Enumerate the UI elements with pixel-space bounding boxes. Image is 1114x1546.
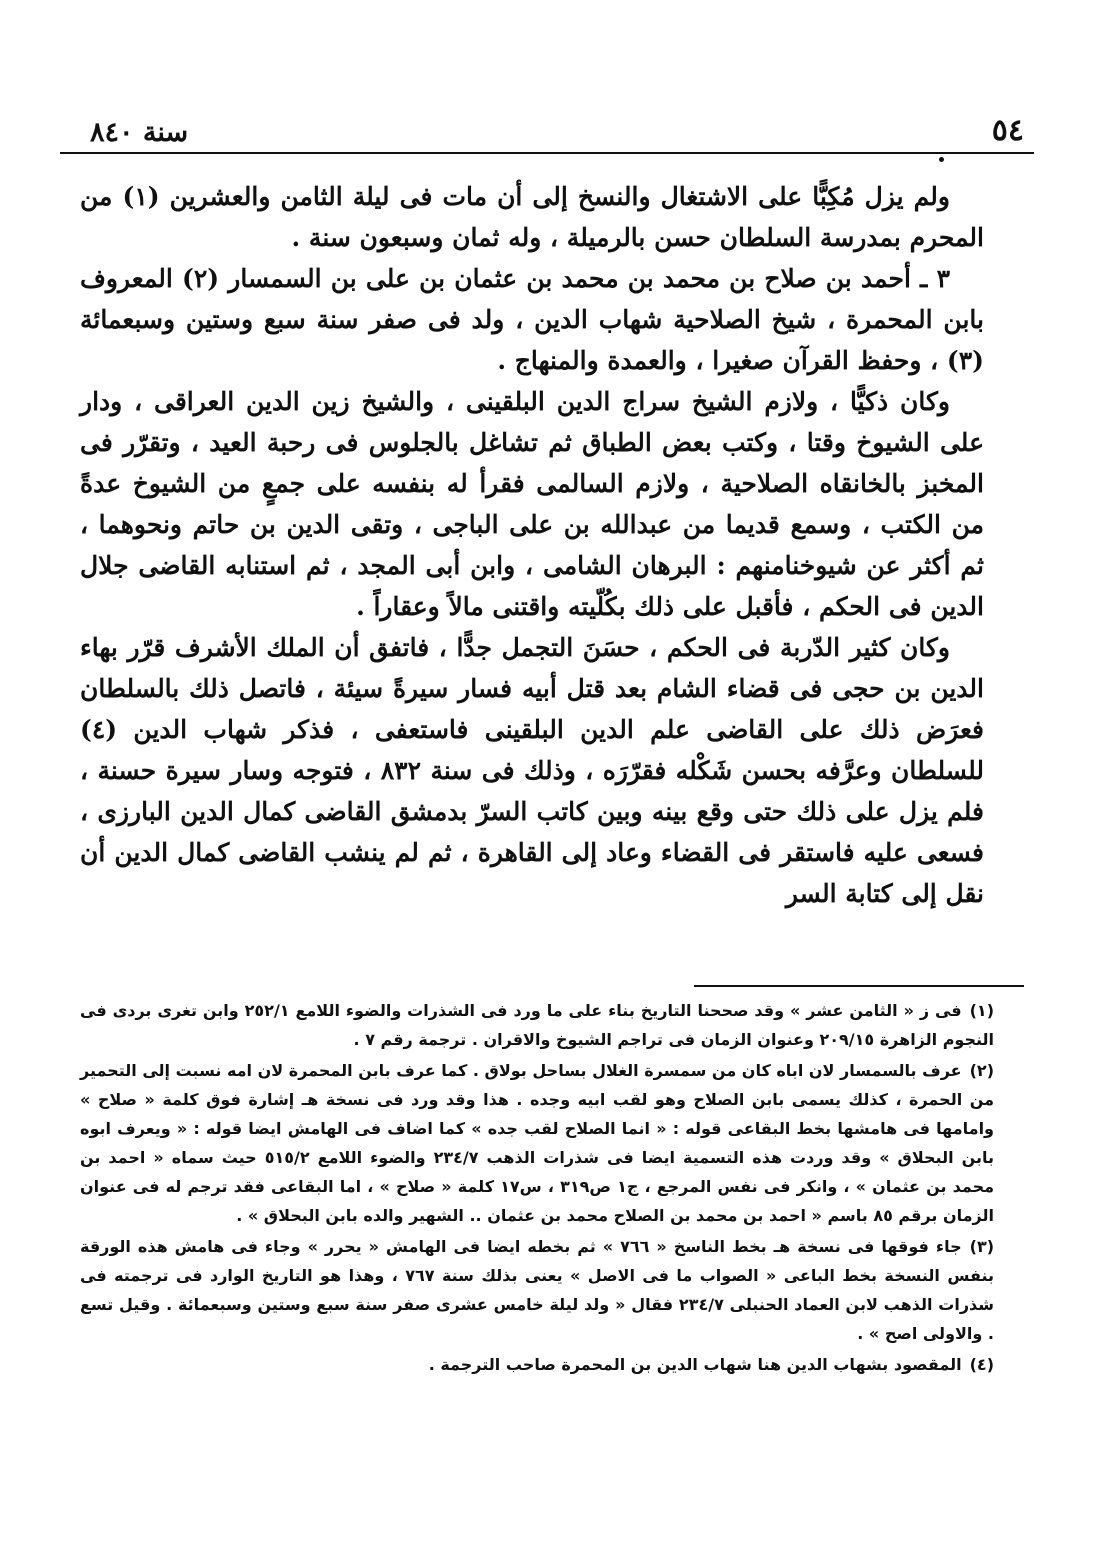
footnote-label: (٣) (969, 1237, 995, 1256)
paragraph: ولم يزل مُكِبًّا على الاشتغال والنسخ إلى أن مات فى ليلة الثامن والعشرين (١) من المحرم بمدرسة السلطان حسن بالرميلة ، وله ثمان وسبعون سنة . (80, 182, 984, 252)
page-number: ٥٤ (991, 113, 1024, 148)
paragraph: وكان كثير الدّربة فى الحكم ، حسَنَ التجمل جدًّا ، فاتفق أن الملك الأشرف قرّر بهاء الدين بن حجى فى قضاء الشام بعد قتل أبيه فسار سيرةً سيئة ، فاتصل ذلك بالسلطان فعرَض ذلك على القاضى علم الدين البلقينى فاستعفى ، فذكر شهاب الدين (٤) للسلطان وعرَّفه بحسن شَكْله فقرّرَه ، وذلك فى سنة ٨٣٢ ، فتوجه وسار سيرة حسنة ، فلم يزل على ذلك حتى وقع بينه وبين كاتب السرّ بدمشق القاضى كمال الدين البارزى ، فسعى عليه فاستقر فى القضاء وعاد إلى القاهرة ، ثم لم ينشب القاضى كمال الدين أن نقل إلى كتابة السر (80, 633, 985, 908)
footnote (80, 996, 994, 1054)
year-heading: سنة ٨٤٠ (90, 117, 189, 148)
footnote-label: (٢) (969, 1061, 994, 1080)
main-text (80, 176, 984, 914)
footnote (80, 1232, 994, 1348)
paragraph: ٣ ـ أحمد بن صلاح بن محمد بن محمد بن عثمان بن على بن السمسار (٢) المعروف بابن المحمرة ، شيخ الصلاحية شهاب الدين ، ولد فى صفر سنة سبع وستين وسبعمائة (٣) ، وحفظ القرآن صغيرا ، والعمدة والمنهاج . (80, 264, 984, 375)
header-dot-ornament (939, 157, 944, 162)
header-divider (60, 152, 1034, 154)
footnote-text: فى ز « الثامن عشر » وقد صححنا التاريخ بناء على ما ورد فى الشذرات والضوء اللامع ٢٥٢/١ وابن تغرى بردى فى النجوم الزاهرة ٢٠٩/١٥ وعنوان الزمان فى تراجم الشيوخ والاقران . ترجمة رقم ٧ . (80, 1001, 994, 1049)
footnote-text: المقصود بشهاب الدين هنا شهاب الدين بن المحمرة صاحب الترجمة . (428, 1355, 962, 1374)
footnote-label: (١) (969, 1001, 994, 1020)
footnote (80, 1056, 994, 1230)
paragraph: وكان ذكيًّا ، ولازم الشيخ سراج الدين البلقينى ، والشيخ زين الدين العراقى ، ودار على الشيوخ وقتا ، وكتب بعض الطباق ثم تشاغل بالجلوس فى رحبة العيد ، وتقرّر فى المخبز بالخانقاه الصلاحية ، ولازم السالمى فقرأ له بنفسه على جمعٍ من الشيوخ عدةً من الكتب ، وسمع قديما من عبدالله بن على الباجى ، وتقى الدين بن حاتم ونحوهما ، ثم أكثر عن شيوخنامنهم : البرهان الشامى ، وابن أبى المجد ، ثم استنابه القاضى جلال الدين فى الحكم ، فأقبل على ذلك بكُلّيته واقتنى مالاً وعقاراً . (80, 387, 984, 621)
footnote-label: (٤) (969, 1355, 994, 1374)
footnotes (80, 996, 994, 1381)
footnote-divider (694, 985, 1024, 987)
page-header (90, 108, 1024, 148)
footnote-text: جاء فوقها فى نسخة هـ بخط الناسخ « ٧٦٦ » ثم بخطه ايضا فى الهامش « يحرر » وجاء فى هامش هذه الورقة بنفس النسخة بخط الباعى « الصواب ما فى الاصل » يعنى بذلك سنة ٧٦٧ ، وهذا هو التاريخ الوارد فى ترجمته فى شذرات الذهب لابن العماد الحنبلى ٢٣٤/٧ فقال « ولد ليلة خامس عشرى صفر سنة سبع وستين وسبعمائة . وقيل تسع . والاولى اصح » . (80, 1237, 995, 1343)
footnote-text: عرف بالسمسار لان اباه كان من سمسرة الغلال بساحل بولاق . كما عرف بابن المحمرة لان امه نسبت إلى التحمير من الحمرة ، كذلك يسمى بابن الصلاح وهو لقب ابيه وجده . هذا وقد ورد فى نسخة هـ إشارة فوق كلمة « صلاح » وامامها فى هامشها بخط البقاعى قوله : « انما الصلاح لقب جده » كما اضاف فى الهامش ايضا قوله : « ويعرف ابوه بابن البحلاق » وقد وردت هذه التسمية ايضا فى شذرات الذهب ٢٣٤/٧ والضوء اللامع ٥١٥/٢ حيث سماه « احمد بن محمد بن عثمان » ، وانكر فى نفس المرجع ، ج١ ص٣١٩ ، س١٧ كلمة « صلاح » ، اما البقاعى فقد ترجم له فى عنوان الزمان برقم ٨٥ باسم « احمد بن محمد بن الصلاح محمد بن عثمان .. الشهير والده بابن البحلاق » . (80, 1061, 995, 1225)
footnote (80, 1350, 994, 1379)
